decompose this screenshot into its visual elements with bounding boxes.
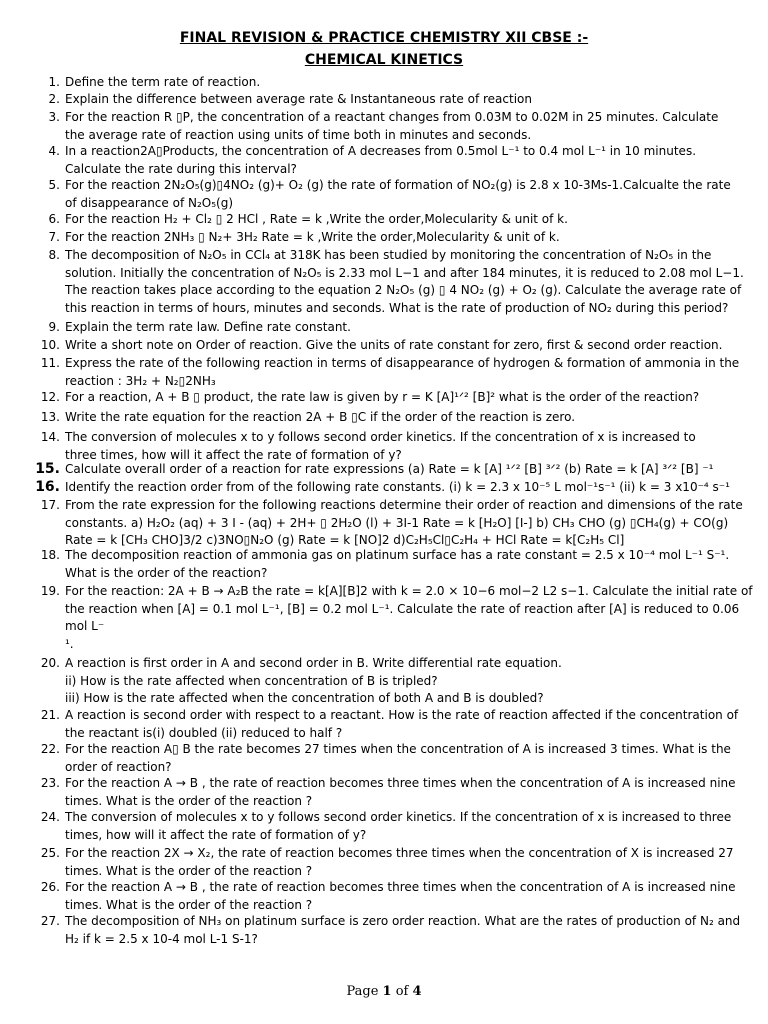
question-text-line: For the reaction A → B , the rate of reaction becomes three times when the concentration of A is increased nine xyxy=(65,776,736,790)
question-number: 1. xyxy=(48,75,60,89)
question-item xyxy=(40,583,753,653)
question-text-line: times. What is the order of the reaction ? xyxy=(65,863,313,878)
question-item xyxy=(40,809,753,844)
footer-page-total: 4 xyxy=(412,984,422,999)
question-number: 10. xyxy=(40,338,60,352)
question-number: 16. xyxy=(35,479,60,495)
question-number: 20. xyxy=(40,656,60,670)
question-text-line: A reaction is first order in A and second order in B. Write differential rate equation. xyxy=(65,656,562,670)
question-item xyxy=(48,229,753,247)
question-item xyxy=(48,109,753,144)
question-text-line: Write a short note on Order of reaction. Give the units of rate constant for zero, first & second order reaction. xyxy=(65,338,723,352)
question-text-line: the average rate of reaction using units of time both in minutes and seconds. xyxy=(65,127,532,142)
question-text-line: A reaction is second order with respect to a reactant. How is the rate of reaction affected if the concentration of xyxy=(65,708,739,722)
question-text-line: mol L⁻ xyxy=(65,619,105,633)
footer-middle: of xyxy=(391,984,413,999)
question-text-line: For the reaction 2N₂O₅(g)▯4NO₂ (g)+ O₂ (g) the rate of formation of NO₂(g) is 2.8 x 10-3Ms-1.Calcualte the rate xyxy=(65,178,731,192)
question-item xyxy=(40,547,753,582)
question-text-line: Calculate overall order of a reaction for rate expressions (a) Rate = k [A] ¹ᐟ² [B] ³ᐟ² (b) Rate = k [A] ³ᐟ² [B] ⁻¹ xyxy=(65,462,714,476)
question-number: 7. xyxy=(48,230,60,244)
question-text-line: ¹. xyxy=(65,636,74,651)
question-item xyxy=(40,707,753,742)
question-number: 2. xyxy=(48,92,60,106)
question-number: 5. xyxy=(48,178,60,192)
question-text-line: For the reaction H₂ + Cl₂ ▯ 2 HCl , Rate = k ,Write the order,Molecularity & unit of k. xyxy=(65,212,568,226)
question-text-line: For the reaction: 2A + B → A₂B the rate = k[A][B]2 with k = 2.0 × 10−6 mol−2 L2 s−1. Calculate the initial rate of xyxy=(65,584,753,598)
question-text-line: H₂ if k = 2.5 x 10-4 mol L-1 S-1? xyxy=(65,931,258,946)
question-text-line: the reaction when [A] = 0.1 mol L⁻¹, [B] = 0.2 mol L⁻¹. Calculate the rate of reaction after [A] is reduced to 0.06 xyxy=(65,601,740,616)
question-number: 8. xyxy=(48,248,60,262)
question-item xyxy=(48,91,753,109)
question-item xyxy=(35,461,753,479)
question-number: 17. xyxy=(40,498,60,512)
question-item xyxy=(48,211,753,229)
question-text-line: For the reaction A▯ B the rate becomes 27 times when the concentration of A is increased 3 times. What is the xyxy=(65,742,731,756)
question-text-line: The conversion of molecules x to y follows second order kinetics. If the concentration of x is increased to three xyxy=(65,810,732,824)
question-number: 24. xyxy=(40,810,60,824)
question-text-line: For the reaction 2X → X₂, the rate of reaction becomes three times when the concentration of X is increased 27 xyxy=(65,846,734,860)
question-number: 14. xyxy=(40,430,60,444)
question-text-line: times. What is the order of the reaction ? xyxy=(65,793,313,808)
question-text-line: times, how will it affect the rate of formation of y? xyxy=(65,827,367,842)
question-item xyxy=(35,479,753,497)
question-text-line: Define the term rate of reaction. xyxy=(65,75,261,89)
question-item xyxy=(40,497,753,550)
footer-page-number: 1 xyxy=(382,984,392,999)
question-text-line: solution. Initially the concentration of N₂O₅ is 2.33 mol L−1 and after 184 minutes, it is reduced to 2.08 mol L−1. xyxy=(65,265,744,280)
question-item xyxy=(48,319,753,337)
question-number: 23. xyxy=(40,776,60,790)
question-item xyxy=(40,879,753,914)
question-number: 6. xyxy=(48,212,60,226)
question-number: 9. xyxy=(48,320,60,334)
question-text-line: From the rate expression for the following reactions determine their order of reaction and dimensions of the rate xyxy=(65,498,743,512)
question-text-line: The decomposition reaction of ammonia gas on platinum surface has a rate constant = 2.5 x 10⁻⁴ mol L⁻¹ S⁻¹. xyxy=(65,548,730,562)
question-item xyxy=(40,429,753,464)
question-text-line: of disappearance of N₂O₅(g) xyxy=(65,195,233,210)
question-text-line: In a reaction2A▯Products, the concentration of A decreases from 0.5mol L⁻¹ to 0.4 mol L⁻¹ in 10 minutes. xyxy=(65,144,697,158)
question-number: 11. xyxy=(40,356,60,370)
footer-prefix: Page xyxy=(346,984,383,999)
question-item xyxy=(48,247,753,317)
question-text-line: Write the rate equation for the reaction 2A + B ▯C if the order of the reaction is zero. xyxy=(65,410,576,424)
question-text-line: three times, how will it affect the rate of formation of y? xyxy=(65,447,402,462)
question-item xyxy=(40,389,753,407)
question-item xyxy=(40,337,753,355)
question-number: 25. xyxy=(40,846,60,860)
question-text-line: The decomposition of NH₃ on platinum surface is zero order reaction. What are the rates of production of N₂ and xyxy=(65,914,741,928)
question-text-line: order of reaction? xyxy=(65,759,172,774)
question-text-line: constants. a) H₂O₂ (aq) + 3 I - (aq) + 2H+ ▯ 2H₂O (l) + 3I-1 Rate = k [H₂O] [I-] b) CH₃ CHO (g) ▯CH₄(g) + CO(g) xyxy=(65,515,729,530)
question-number: 22. xyxy=(40,742,60,756)
question-number: 15. xyxy=(35,461,60,477)
question-text-line: ii) How is the rate affected when concentration of B is tripled? xyxy=(65,673,438,688)
question-text-line: For the reaction 2NH₃ ▯ N₂+ 3H₂ Rate = k ,Write the order,Molecularity & unit of k. xyxy=(65,230,560,244)
question-item xyxy=(40,355,753,390)
question-text-line: For the reaction A → B , the rate of reaction becomes three times when the concentration of A is increased nine xyxy=(65,880,736,894)
question-text-line: Rate = k [CH₃ CHO]3/2 c)3NO▯N₂O (g) Rate = k [NO]2 d)C₂H₅Cl▯C₂H₄ + HCl Rate = k[C₂H₅ Cl] xyxy=(65,533,625,547)
question-number: 3. xyxy=(48,110,60,124)
document-title: FINAL REVISION & PRACTICE CHEMISTRY XII CBSE :- xyxy=(179,30,589,46)
question-item xyxy=(40,655,753,708)
question-text-line: The reaction takes place according to the equation 2 N₂O₅ (g) ▯ 4 NO₂ (g) + O₂ (g). Calculate the average rate of xyxy=(65,283,742,297)
question-text-line: the reactant is(i) doubled (ii) reduced to half ? xyxy=(65,725,343,740)
question-item xyxy=(40,845,753,880)
question-number: 19. xyxy=(40,584,60,598)
question-text-line: Express the rate of the following reaction in terms of disappearance of hydrogen & formation of ammonia in the xyxy=(65,356,740,370)
question-item xyxy=(40,775,753,810)
question-text-line: this reaction in terms of hours, minutes and seconds. What is the rate of production of NO₂ during this period? xyxy=(65,300,729,315)
question-text-line: The decomposition of N₂O₅ in CCl₄ at 318K has been studied by monitoring the concentration of N₂O₅ in the xyxy=(65,248,712,262)
question-text-line: Calculate the rate during this interval? xyxy=(65,161,297,176)
question-item xyxy=(40,741,753,776)
question-text-line: Identify the reaction order from of the following rate constants. (i) k = 2.3 x 10⁻⁵ L mol⁻¹s⁻¹ (ii) k = 3 x10⁻⁴ s⁻¹ xyxy=(65,480,730,494)
question-item xyxy=(48,177,753,212)
question-item xyxy=(40,409,753,427)
question-text-line: The conversion of molecules x to y follows second order kinetics. If the concentration of x is increased to xyxy=(65,430,696,444)
question-item xyxy=(48,143,753,178)
question-number: 12. xyxy=(40,390,60,404)
question-text-line: For a reaction, A + B ▯ product, the rate law is given by r = K [A]¹ᐟ² [B]² what is the order of the reaction? xyxy=(65,390,700,404)
question-text-line: reaction : 3H₂ + N₂▯2NH₃ xyxy=(65,373,216,388)
document-subtitle: CHEMICAL KINETICS xyxy=(304,52,464,68)
question-item xyxy=(40,913,753,948)
question-text-line: Explain the term rate law. Define rate constant. xyxy=(65,320,351,334)
question-text-line: For the reaction R ▯P, the concentration of a reactant changes from 0.03M to 0.02M in 25 minutes. Calculate xyxy=(65,110,719,124)
question-number: 27. xyxy=(40,914,60,928)
question-number: 18. xyxy=(40,548,60,562)
question-number: 26. xyxy=(40,880,60,894)
question-number: 4. xyxy=(48,144,60,158)
question-text-line: iii) How is the rate affected when the concentration of both A and B is doubled? xyxy=(65,691,544,705)
question-number: 13. xyxy=(40,410,60,424)
question-text-line: times. What is the order of the reaction ? xyxy=(65,897,313,912)
question-number: 21. xyxy=(40,708,60,722)
question-text-line: Explain the difference between average rate & Instantaneous rate of reaction xyxy=(65,92,532,106)
question-item xyxy=(48,74,753,92)
page-footer xyxy=(0,984,768,999)
question-text-line: What is the order of the reaction? xyxy=(65,565,268,580)
